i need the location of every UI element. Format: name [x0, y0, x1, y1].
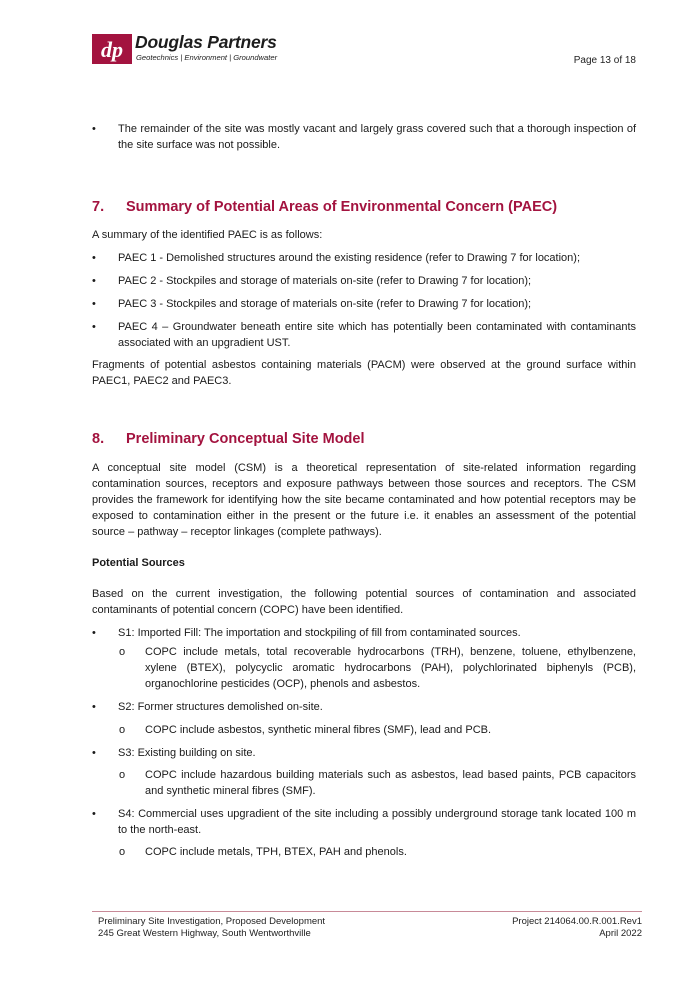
potential-sources-intro: Based on the current investigation, the following potential sources of contamination and associated contaminants of potential concern (COPC) have been identified. [92, 588, 636, 616]
list-item: • S3: Existing building on site. [92, 747, 256, 759]
potential-sources-heading: Potential Sources [92, 557, 185, 569]
section-7-closing: Fragments of potential asbestos containing materials (PACM) were observed at the ground surface within PAEC1, PAEC2 and PAEC3. [92, 359, 636, 387]
footer-date: April 2022 [599, 927, 642, 939]
list-item: • S1: Imported Fill: The importation and stockpiling of fill from contaminated sources. [92, 627, 521, 639]
list-item: • S4: Commercial uses upgradient of the site including a possibly underground storage tank located 100 m to the north-east. [92, 808, 636, 836]
list-item: • The remainder of the site was mostly vacant and largely grass covered such that a thorough inspection of the site surface was not possible. [92, 123, 636, 151]
company-tagline: Geotechnics | Environment | Groundwater [136, 53, 278, 62]
sub-list-item: o COPC include asbestos, synthetic mineral fibres (SMF), lead and PCB. [119, 724, 492, 736]
page-number: Page 13 of 18 [573, 55, 636, 66]
list-item: • S2: Former structures demolished on-site. [92, 701, 323, 713]
section-8-paragraph: A conceptual site model (CSM) is a theoretical representation of site-related information regarding contamination sources, receptors and exposure pathways between those sources and receptors. The CSM provides the framework for identifying how the site became contaminated and how potential receptors may be exposed to contamination either in the present or the future i.e. it enables an assessment of the potential source – pathway – receptor linkages (complete pathways). [92, 462, 636, 538]
footer-report-title: Preliminary Site Investigation, Proposed Development [98, 916, 326, 927]
sub-list-item: o COPC include metals, total recoverable hydrocarbons (TRH), benzene, toluene, ethylbenzene, xylene (BTEX), polycyclic aromatic hydrocarbons (PAH), polychlorinated biphenyls (PCB), organochlorine pesticides (OCP), phenols and asbestos. [119, 646, 636, 690]
report-body [92, 121, 636, 860]
section-8-heading: 8. Preliminary Conceptual Site Model [92, 431, 365, 447]
list-item: • PAEC 4 – Groundwater beneath entire site which has potentially been contaminated with contaminants associated with an upgradient UST. [92, 321, 636, 349]
list-item: • PAEC 1 - Demolished structures around the existing residence (refer to Drawing 7 for location); [92, 252, 581, 264]
section-7-intro: A summary of the identified PAEC is as follows: [92, 229, 323, 241]
page-footer [92, 911, 642, 939]
svg-text:dp: dp [101, 37, 123, 62]
dp-logo-icon [92, 34, 132, 64]
footer-site-address: 245 Great Western Highway, South Wentworthville [98, 927, 311, 939]
sub-list-item: o COPC include metals, TPH, BTEX, PAH and phenols. [119, 846, 407, 858]
company-name: Douglas Partners [135, 32, 277, 52]
list-item: • PAEC 2 - Stockpiles and storage of materials on-site (refer to Drawing 7 for location); [92, 275, 532, 287]
section-7-heading: 7. Summary of Potential Areas of Environmental Concern (PAEC) [92, 199, 558, 215]
footer-project-number: Project 214064.00.R.001.Rev1 [512, 916, 642, 927]
sub-list-item: o COPC include hazardous building materials such as asbestos, lead based paints, PCB capacitors and synthetic mineral fibres (SMF). [119, 769, 636, 797]
list-item: • PAEC 3 - Stockpiles and storage of materials on-site (refer to Drawing 7 for location); [92, 298, 532, 310]
